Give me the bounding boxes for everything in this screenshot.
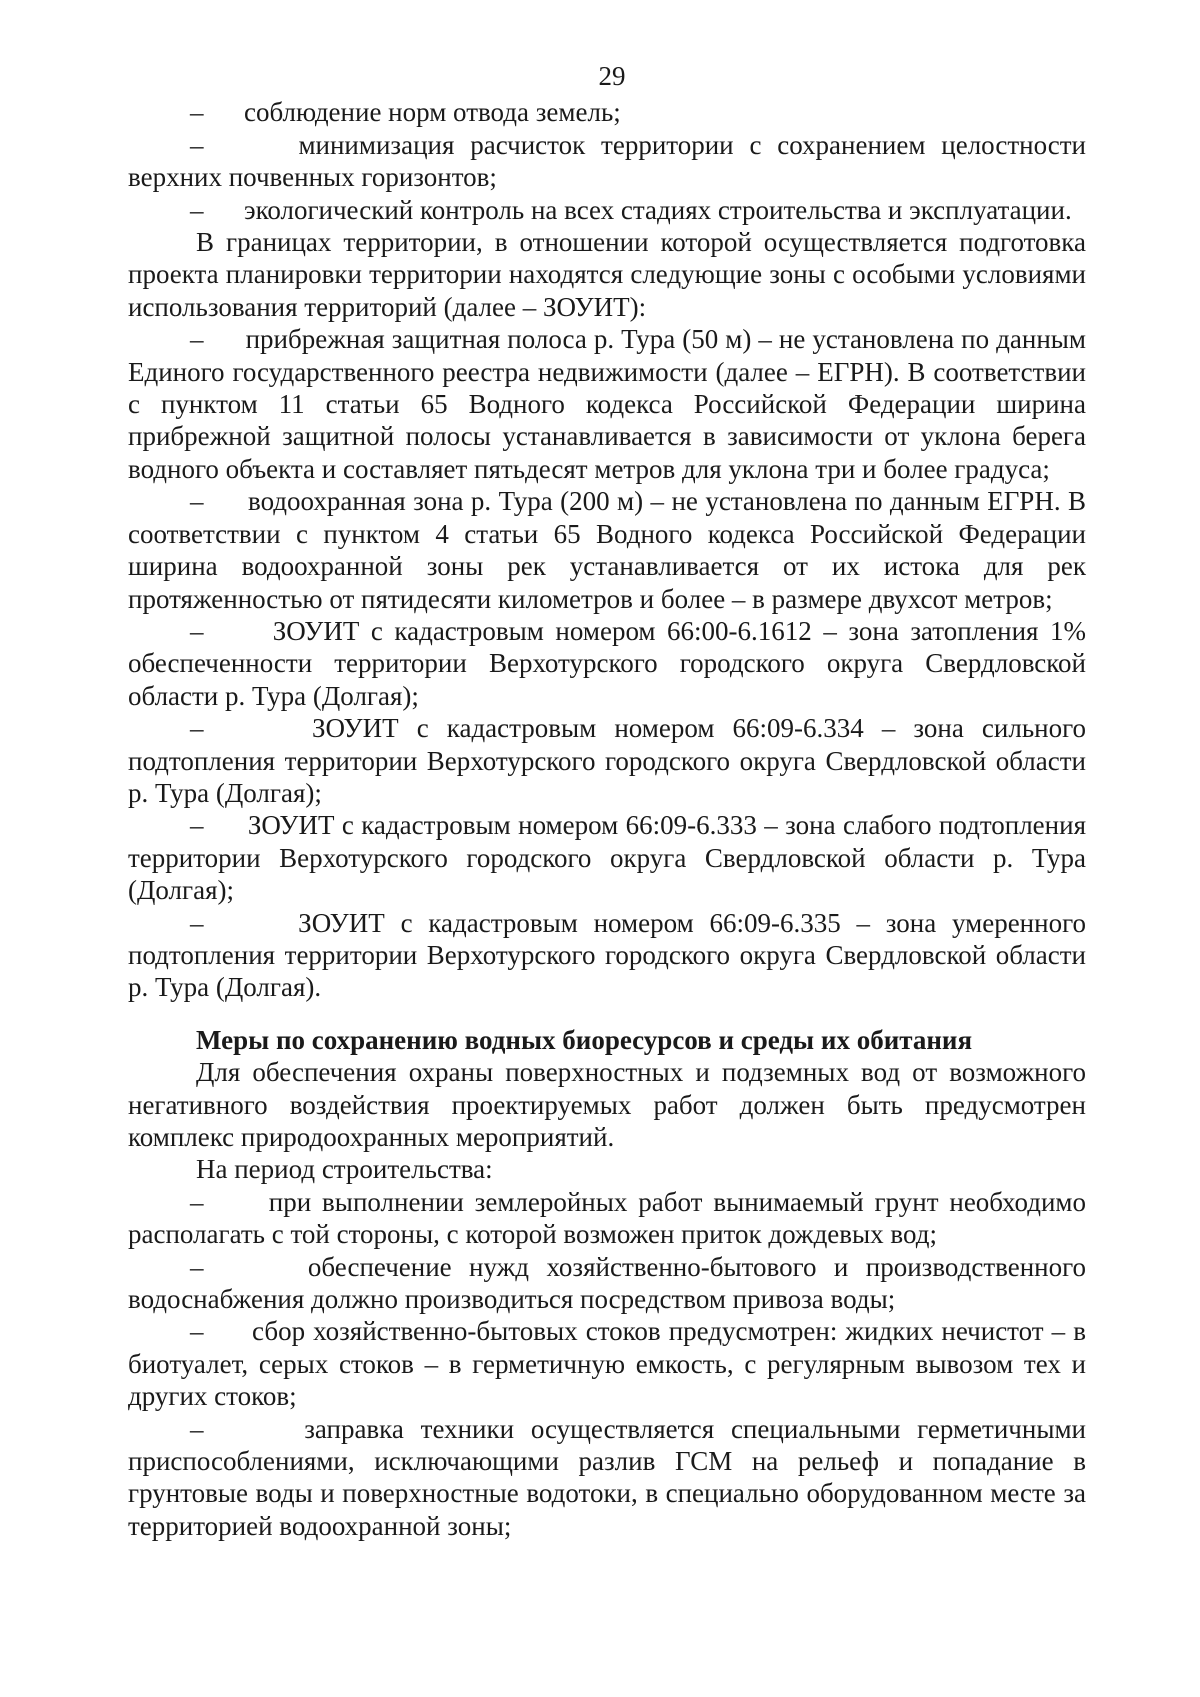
section-heading: Меры по сохранению водных биоресурсов и среды их обитания [196, 1024, 973, 1055]
page-number: 29 [598, 61, 626, 91]
list-item: – при выполнении землеройных работ вынимаемый грунт необходимо располагать с той стороны, с которой возможен приток дождевых вод; [128, 1186, 1086, 1250]
list-item: – минимизация расчисток территории с сохранением целостности верхних почвенных горизонтов; [128, 129, 1086, 193]
document-page [128, 60, 1086, 1542]
list-item: – ЗОУИТ с кадастровым номером 66:09-6.334 – зона сильного подтопления территории Верхотурского городского округа Свердловской области р. Тура (Долгая); [128, 713, 1086, 808]
list-item: – обеспечение нужд хозяйственно-бытового и производственного водоснабжения должно производиться посредством привоза воды; [128, 1251, 1086, 1315]
list-item: – сбор хозяйственно-бытовых стоков предусмотрен: жидких нечистот – в биотуалет, серых стоков – в герметичную емкость, с регулярным вывозом тех и других стоков; [128, 1316, 1086, 1412]
list-item: – водоохранная зона р. Тура (200 м) – не установлена по данным ЕГРН. В соответствии с пунктом 4 статьи 65 Водного кодекса Российской Федерации ширина водоохранной зоны рек устанавливается от их истока для рек протяженностью от пятидесяти километров и более – в размере двухсот метров; [128, 486, 1086, 614]
paragraph: В границах территории, в отношении которой осуществляется подготовка проекта планировки территории находятся следующие зоны с особыми условиями использования территорий (далее – ЗОУИТ): [128, 227, 1086, 322]
list-item: – соблюдение норм отвода земель; [190, 97, 621, 128]
paragraph: На период строительства: [196, 1154, 493, 1185]
list-item: – экологический контроль на всех стадиях строительства и эксплуатации. [190, 194, 1072, 225]
list-item: – заправка техники осуществляется специальными герметичными приспособлениями, исключающими разлив ГСМ на рельеф и попадание в грунтовые воды и поверхностные водотоки, в специально оборудованном месте за территорией водоохранной зоны; [128, 1413, 1086, 1541]
paragraph: Для обеспечения охраны поверхностных и подземных вод от возможного негативного воздействия проектируемых работ должен быть предусмотрен комплекс природоохранных мероприятий. [128, 1057, 1086, 1152]
list-item: – ЗОУИТ с кадастровым номером 66:00-6.1612 – зона затопления 1% обеспеченности территории Верхотурского городского округа Свердловской области р. Тура (Долгая); [128, 615, 1086, 711]
list-item: – прибрежная защитная полоса р. Тура (50 м) – не установлена по данным Единого государственного реестра недвижимости (далее – ЕГРН). В соответствии с пунктом 11 статьи 65 Водного кодекса Российской Федерации ширина прибрежной защитной полосы устанавливается в зависимости от уклона берега водного объекта и составляет пятьдесят метров для уклона три и более градуса; [128, 324, 1086, 484]
list-item: – ЗОУИТ с кадастровым номером 66:09-6.335 – зона умеренного подтопления территории Верхотурского городского округа Свердловской области р. Тура (Долгая). [128, 907, 1086, 1003]
list-item: – ЗОУИТ с кадастровым номером 66:09-6.333 – зона слабого подтопления территории Верхотурского городского округа Свердловской области р. Тура (Долгая); [128, 810, 1086, 906]
